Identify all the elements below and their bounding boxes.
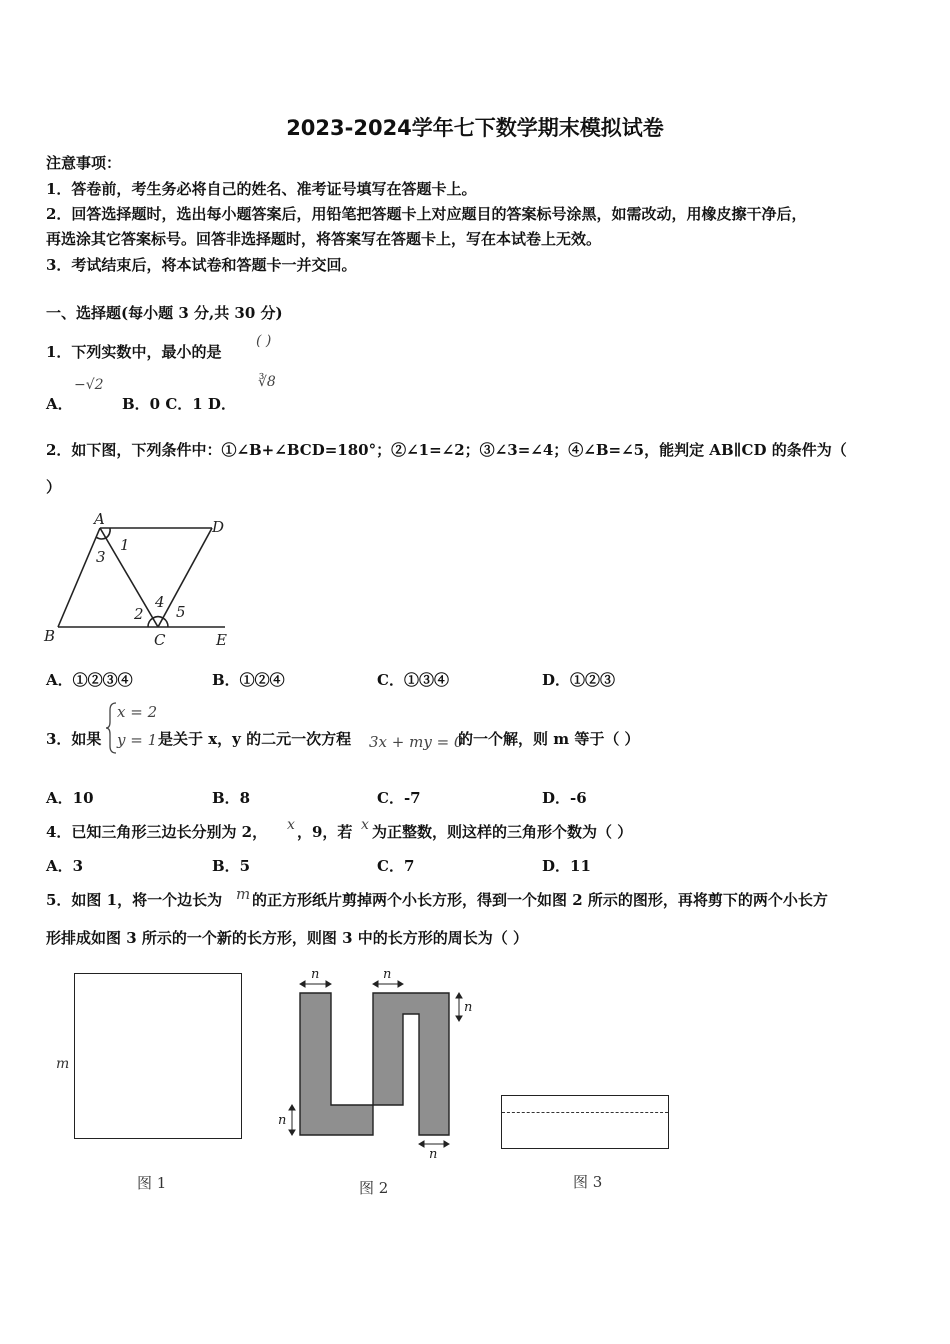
fig2-n-bottom: n (429, 1147, 438, 1162)
q2-option-b: B．①②④ (212, 671, 285, 689)
q5-figure-3-rectangle (501, 1095, 669, 1149)
q3-prefix: 3．如果 (46, 730, 102, 748)
q1-opt-a: A． (46, 395, 73, 413)
label-c: C (154, 631, 166, 649)
note-2a: 2．回答选择题时，选出每小题答案后，用铅笔把答题卡上对应题目的答案标号涂黑，如需改动，用橡皮擦干净后， (46, 205, 807, 223)
label-angle-2: 2 (134, 605, 144, 623)
arc-1 (106, 528, 110, 538)
q1-paren: ( ) (256, 333, 272, 349)
q3-equation: 3x + my = 0 (369, 733, 464, 751)
note-1: 1．答卷前，考生务必将自己的姓名、准考证号填写在答题卡上。 (46, 180, 477, 198)
q5-line-1b: 的正方形纸片剪掉两个小长方形，得到一个如图 2 所示的图形，再将剪下的两个小长方 (252, 891, 828, 909)
q2-option-d: D．①②③ (542, 671, 616, 689)
q4-option-a: A．3 (46, 857, 84, 875)
label-angle-3: 3 (96, 548, 106, 566)
fig2-n-top-right: n (383, 967, 392, 982)
q5-line-2: 形排成如图 3 所示的一个新的长方形，则图 3 中的长方形的周长为（ ） (46, 929, 528, 947)
q4-option-b: B．5 (212, 857, 251, 875)
arc-4 (153, 617, 163, 618)
q5-figure-3-dashed-line (502, 1112, 668, 1113)
fig2-n-left: n (278, 1113, 287, 1128)
q5-figure-1-square (74, 973, 242, 1139)
label-angle-1: 1 (120, 536, 130, 554)
arc-3 (96, 537, 106, 539)
page-title: 2023-2024学年七下数学期末模拟试卷 (286, 116, 664, 140)
label-b: B (44, 627, 56, 645)
arc-2 (148, 618, 153, 627)
q5-figure-1-label: m (56, 1056, 70, 1072)
q1-stem: 1．下列实数中，最小的是 (46, 343, 222, 361)
label-e: E (216, 631, 227, 649)
line-ab (58, 528, 100, 627)
q3-suffix: 的一个解，则 m 等于（ ） (458, 730, 640, 748)
q2-figure (40, 510, 240, 650)
q3-system-brace (104, 700, 118, 756)
note-2b: 再选涂其它答案标号。回答非选择题时，将答案写在答题卡上，写在本试卷上无效。 (46, 230, 602, 248)
q5-figure-2 (276, 962, 486, 1162)
notes-heading: 注意事项： (46, 154, 122, 172)
q5-figure-3-caption: 图 3 (573, 1173, 603, 1191)
note-3: 3．考试结束后，将本试卷和答题卡一并交回。 (46, 256, 357, 274)
q2-option-a: A．①②③④ (46, 671, 133, 689)
arc-5 (163, 618, 168, 627)
fig2-n-top-left: n (311, 967, 320, 982)
q2-stem: 2．如下图，下列条件中：①∠B+∠BCD=180°；②∠1=∠2；③∠3=∠4；④∠B=∠5，能判定 AB∥CD 的条件为（ (46, 441, 847, 459)
q2-option-c: C．①③④ (377, 671, 449, 689)
label-angle-5: 5 (176, 603, 186, 621)
q5-m: m (236, 885, 251, 903)
q4-option-c: C．7 (377, 857, 415, 875)
q1-opt-d-math: ∛8 (258, 374, 276, 390)
q4-x-1: x (287, 817, 295, 833)
q5-figure-2-caption: 图 2 (359, 1179, 389, 1197)
q3-option-b: B．8 (212, 789, 251, 807)
q1-opt-a-math: −√2 (74, 377, 104, 393)
q3-middle: 是关于 x，y 的二元一次方程 (158, 730, 352, 748)
q3-system-line-2: y = 1 (117, 731, 158, 749)
q2-close: ） (46, 478, 62, 496)
q4-option-d: D．11 (542, 857, 591, 875)
label-d: D (212, 518, 225, 536)
section-heading: 一、选择题(每小题 3 分,共 30 分) (46, 304, 283, 322)
fig2-n-right: n (464, 1000, 473, 1015)
q3-option-a: A．10 (46, 789, 94, 807)
q4-part-3: 为正整数，则这样的三角形个数为（ ） (372, 823, 633, 841)
q3-option-d: D．-6 (542, 789, 587, 807)
q4-x-2: x (361, 817, 369, 833)
q5-line-1a: 5．如图 1，将一个边长为 (46, 891, 223, 909)
q4-part-2: ，9，若 (297, 823, 353, 841)
q5-figure-1-caption: 图 1 (137, 1174, 167, 1192)
label-angle-4: 4 (155, 593, 165, 611)
q3-system-line-1: x = 2 (117, 703, 158, 721)
q4-part-1: 4．已知三角形三边长分别为 2， (46, 823, 268, 841)
label-a: A (94, 510, 105, 528)
q3-option-c: C．-7 (377, 789, 421, 807)
q1-opt-bcd: B．0 C．1 D． (122, 395, 236, 413)
